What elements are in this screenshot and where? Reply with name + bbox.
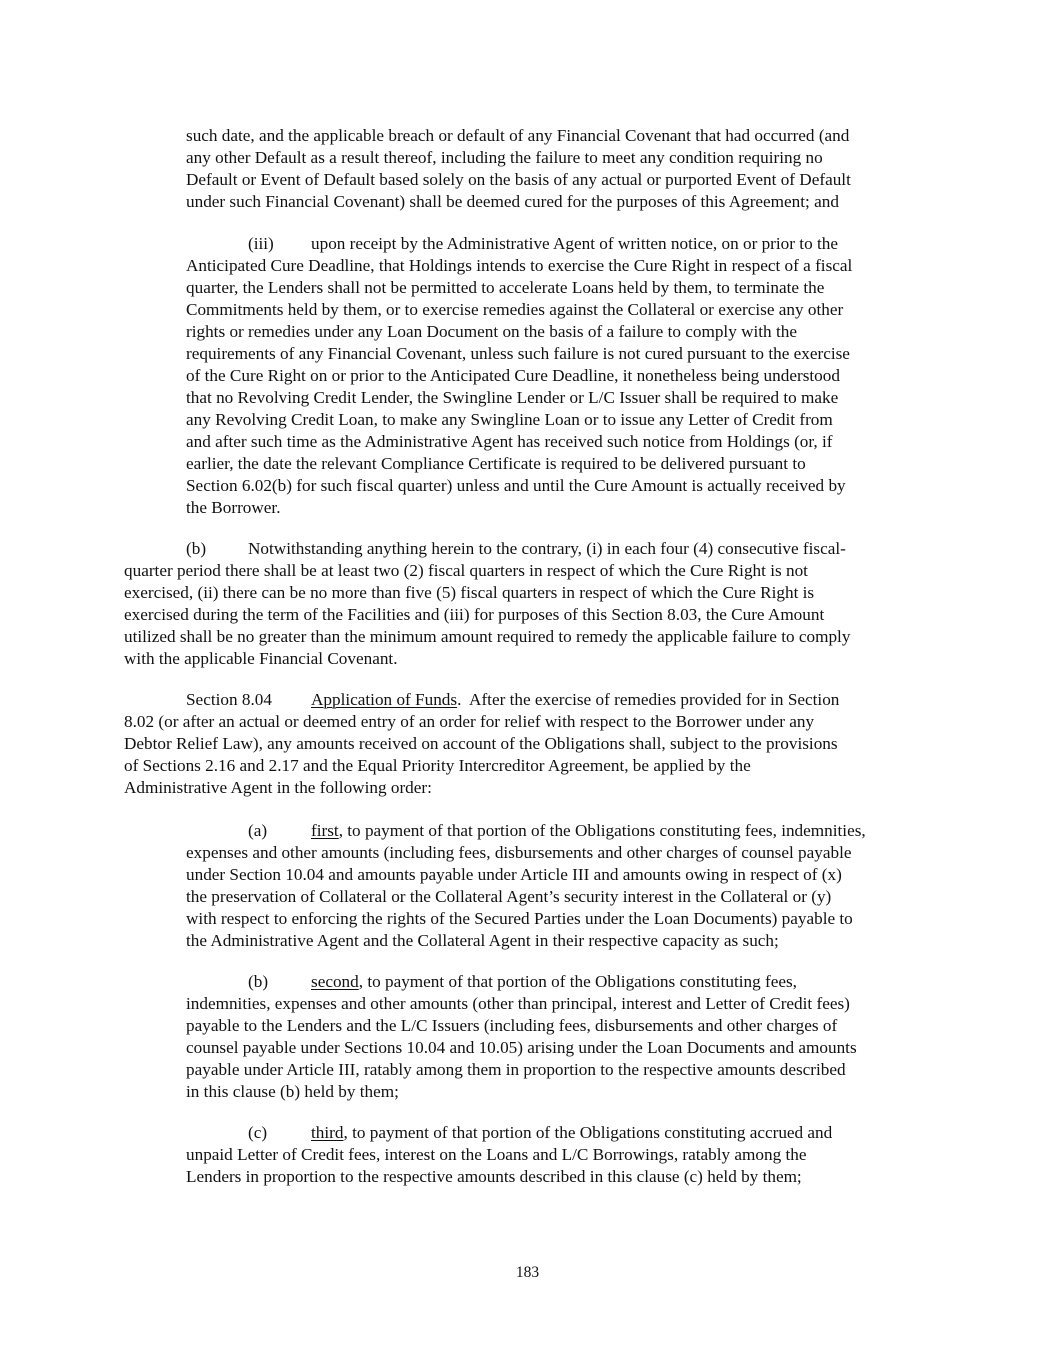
page-number: 183	[515, 1264, 540, 1281]
text-line: of the Cure Right on or prior to the Anticipated Cure Deadline, it nonetheless being understood	[186, 366, 840, 385]
text-line: quarter, the Lenders shall not be permitted to accelerate Loans held by them, to terminate the	[186, 278, 825, 297]
text-line: the Borrower.	[186, 498, 281, 517]
text-fragment: . After the exercise of remedies provided for in Section	[457, 690, 840, 709]
text-line: Section 6.02(b) for such fiscal quarter) unless and until the Cure Amount is actually received by	[186, 476, 846, 495]
text-line: upon receipt by the Administrative Agent of written notice, on or prior to the	[311, 234, 838, 253]
text-line: payable under Article III, ratably among them in proportion to the respective amounts described	[186, 1060, 846, 1079]
text-line	[311, 1122, 832, 1144]
text-line: utilized shall be no greater than the minimum amount required to remedy the applicable failure to comply	[124, 627, 851, 646]
text-line: Default or Event of Default based solely on the basis of any actual or purported Event of Default	[186, 170, 851, 189]
text-line: exercised during the term of the Facilities and (iii) for purposes of this Section 8.03, the Cure Amount	[124, 605, 825, 624]
text-line: expenses and other amounts (including fees, disbursements and other charges of counsel payable	[186, 843, 852, 862]
text-line: any Revolving Credit Loan, to make any Swingline Loan or to issue any Letter of Credit from	[186, 410, 833, 429]
text-line: quarter period there shall be at least two (2) fiscal quarters in respect of which the Cure Right is not	[124, 561, 808, 580]
text-line: such date, and the applicable breach or default of any Financial Covenant that had occurred (and	[186, 126, 850, 145]
text-line: the preservation of Collateral or the Collateral Agent’s security interest in the Collateral or (y)	[186, 887, 832, 906]
text-line: 8.02 (or after an actual or deemed entry of an order for relief with respect to the Borrower under any	[124, 712, 815, 731]
clause-label: (b)	[186, 539, 207, 558]
text-line: rights or remedies under any Loan Document on the basis of a failure to comply with the	[186, 322, 797, 341]
text-fragment: , to payment of that portion of the Obligations constituting accrued and	[343, 1123, 833, 1142]
text-line: and after such time as the Administrative Agent has received such notice from Holdings (or, if	[186, 432, 833, 451]
text-line: under Section 10.04 and amounts payable under Article III and amounts owing in respect of (x)	[186, 865, 842, 884]
text-fragment: , to payment of that portion of the Obligations constituting fees, indemnities,	[338, 821, 866, 840]
text-line: Administrative Agent in the following order:	[124, 778, 432, 797]
text-line: with respect to enforcing the rights of the Secured Parties under the Loan Documents) payable to	[186, 909, 853, 928]
priority-keyword: second	[311, 972, 359, 991]
text-line: Anticipated Cure Deadline, that Holdings intends to exercise the Cure Right in respect of a fiscal	[186, 256, 853, 275]
section-heading: Application of Funds	[311, 690, 458, 709]
priority-keyword: third	[311, 1123, 344, 1142]
text-line: Notwithstanding anything herein to the contrary, (i) in each four (4) consecutive fiscal-	[248, 539, 846, 558]
text-line: Commitments held by them, or to exercise remedies against the Collateral or exercise any other	[186, 300, 844, 319]
text-line: indemnities, expenses and other amounts (other than principal, interest and Letter of Credit fees)	[186, 994, 850, 1013]
text-line: under such Financial Covenant) shall be deemed cured for the purposes of this Agreement; and	[186, 192, 839, 211]
text-line: Debtor Relief Law), any amounts received on account of the Obligations shall, subject to the provisions	[124, 734, 838, 753]
text-line: payable to the Lenders and the L/C Issuers (including fees, disbursements and other charges of	[186, 1016, 838, 1035]
text-line: with the applicable Financial Covenant.	[124, 649, 398, 668]
text-line: earlier, the date the relevant Compliance Certificate is required to be delivered pursuant to	[186, 454, 806, 473]
text-fragment: , to payment of that portion of the Obligations constituting fees,	[358, 972, 797, 991]
text-line: in this clause (b) held by them;	[186, 1082, 399, 1101]
text-line: that no Revolving Credit Lender, the Swingline Lender or L/C Issuer shall be required to make	[186, 388, 839, 407]
clause-label: (b)	[248, 972, 269, 991]
section-number: Section 8.04	[186, 690, 272, 709]
text-line	[311, 820, 866, 842]
section-heading-line	[311, 689, 839, 711]
text-line: of Sections 2.16 and 2.17 and the Equal Priority Intercreditor Agreement, be applied by the	[124, 756, 751, 775]
text-line: unpaid Letter of Credit fees, interest on the Loans and L/C Borrowings, ratably among the	[186, 1145, 807, 1164]
clause-label: (c)	[248, 1123, 268, 1142]
text-line: any other Default as a result thereof, including the failure to meet any condition requiring no	[186, 148, 823, 167]
priority-keyword: first	[311, 821, 339, 840]
text-line	[311, 971, 797, 993]
text-line: the Administrative Agent and the Collateral Agent in their respective capacity as such;	[186, 931, 779, 950]
text-line: exercised, (ii) there can be no more than five (5) fiscal quarters in respect of which the Cure Right is	[124, 583, 815, 602]
text-line: counsel payable under Sections 10.04 and 10.05) arising under the Loan Documents and amounts	[186, 1038, 857, 1057]
text-line: Lenders in proportion to the respective amounts described in this clause (c) held by them;	[186, 1167, 802, 1186]
clause-label: (a)	[248, 821, 268, 840]
clause-label: (iii)	[248, 234, 274, 253]
text-line: requirements of any Financial Covenant, unless such failure is not cured pursuant to the exercise	[186, 344, 850, 363]
